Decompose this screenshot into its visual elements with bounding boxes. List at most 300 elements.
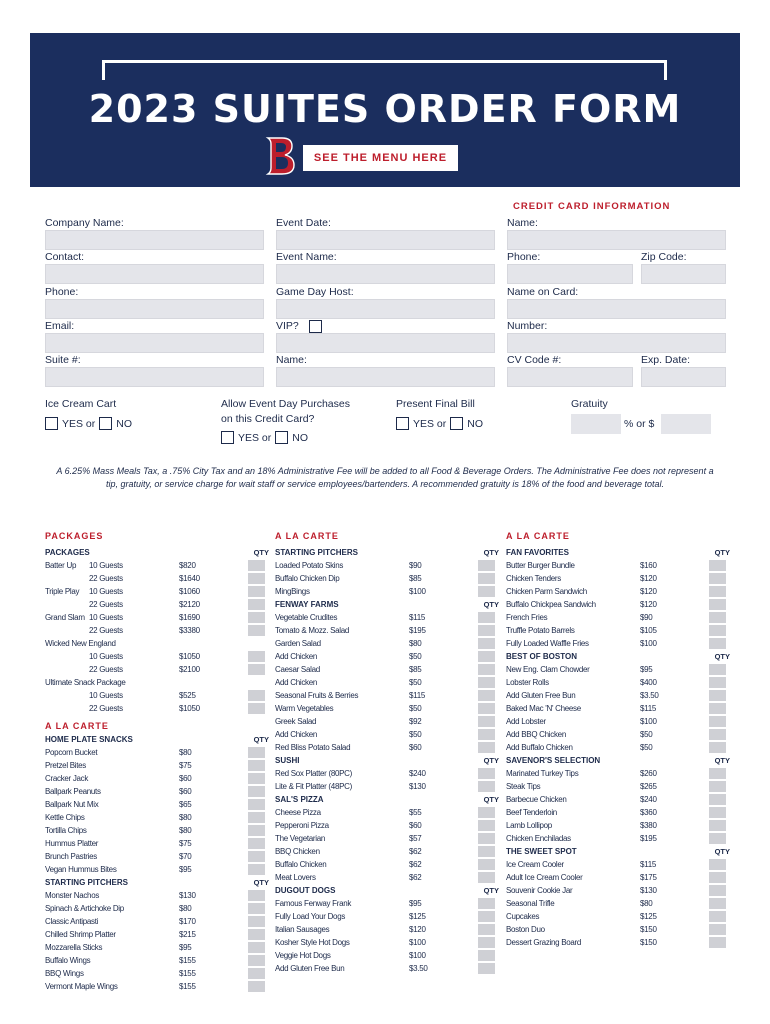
item-guests: 22 Guests bbox=[89, 600, 123, 609]
item-price: $360 bbox=[640, 808, 657, 817]
quantity-input[interactable] bbox=[478, 768, 495, 779]
item-name: Boston Duo bbox=[506, 925, 545, 934]
quantity-input[interactable] bbox=[709, 664, 726, 675]
quantity-input[interactable] bbox=[709, 872, 726, 883]
item-name: Buffalo Wings bbox=[45, 956, 91, 965]
section-title: DUGOUT DOGS bbox=[275, 886, 336, 895]
allow-purchases-no-checkbox[interactable] bbox=[275, 431, 288, 444]
menu-item bbox=[45, 676, 275, 689]
quantity-input[interactable] bbox=[248, 664, 265, 675]
a-la-carte-column-2 bbox=[506, 531, 736, 949]
cv-code-label: CV Code #: bbox=[507, 354, 562, 366]
quantity-input[interactable] bbox=[709, 677, 726, 688]
quantity-input[interactable] bbox=[709, 859, 726, 870]
name-on-card-field[interactable] bbox=[507, 299, 726, 319]
quantity-input[interactable] bbox=[478, 573, 495, 584]
event-date-label: Event Date: bbox=[276, 217, 331, 229]
quantity-input[interactable] bbox=[248, 929, 265, 940]
exp-date-field[interactable] bbox=[641, 367, 726, 387]
menu-item bbox=[275, 780, 505, 793]
menu-item bbox=[45, 798, 275, 811]
quantity-input[interactable] bbox=[248, 625, 265, 636]
game-day-host-field[interactable] bbox=[276, 299, 495, 319]
item-guests: 10 Guests bbox=[89, 613, 123, 622]
suite-field[interactable] bbox=[45, 367, 264, 387]
menu-item bbox=[45, 759, 275, 772]
quantity-input[interactable] bbox=[478, 859, 495, 870]
menu-item bbox=[506, 741, 736, 754]
quantity-input[interactable] bbox=[478, 781, 495, 792]
quantity-input[interactable] bbox=[248, 825, 265, 836]
page-title: 2023 SUITES ORDER FORM bbox=[88, 87, 682, 131]
item-price: $95 bbox=[179, 943, 192, 952]
qty-header: QTY bbox=[253, 878, 269, 887]
column-heading: PACKAGES bbox=[45, 531, 104, 541]
item-price: $380 bbox=[640, 821, 657, 830]
item-price: $115 bbox=[640, 704, 657, 713]
item-name: Ballpark Peanuts bbox=[45, 787, 101, 796]
item-guests: 10 Guests bbox=[89, 691, 123, 700]
item-price: $265 bbox=[640, 782, 657, 791]
suite-label: Suite #: bbox=[45, 354, 81, 366]
item-price: $3380 bbox=[179, 626, 200, 635]
section-title: SUSHI bbox=[275, 756, 300, 765]
cc-name-field[interactable] bbox=[507, 230, 726, 250]
exp-date-label: Exp. Date: bbox=[641, 354, 691, 366]
quantity-input[interactable] bbox=[709, 716, 726, 727]
section-title: STARTING PITCHERS bbox=[45, 878, 128, 887]
section-best-of-boston bbox=[506, 650, 736, 663]
item-price: $125 bbox=[409, 912, 426, 921]
section-title: HOME PLATE SNACKS bbox=[45, 735, 133, 744]
header-banner bbox=[30, 33, 740, 187]
menu-item bbox=[275, 949, 505, 962]
item-name: Tortilla Chips bbox=[45, 826, 87, 835]
yes-or-label: YES or bbox=[413, 417, 447, 430]
quantity-input[interactable] bbox=[478, 872, 495, 883]
item-price: $125 bbox=[640, 912, 657, 921]
item-price: $130 bbox=[409, 782, 426, 791]
item-name: Buffalo Chickpea Sandwich bbox=[506, 600, 596, 609]
red-sox-b-logo-icon bbox=[262, 134, 296, 178]
quantity-input[interactable] bbox=[478, 820, 495, 831]
item-price: $120 bbox=[409, 925, 426, 934]
menu-item bbox=[275, 689, 505, 702]
item-price: $80 bbox=[179, 813, 192, 822]
item-price: $215 bbox=[179, 930, 196, 939]
menu-item bbox=[506, 637, 736, 650]
quantity-input[interactable] bbox=[709, 599, 726, 610]
quantity-input[interactable] bbox=[478, 807, 495, 818]
final-bill-yes-checkbox[interactable] bbox=[396, 417, 409, 430]
menu-item bbox=[506, 910, 736, 923]
item-guests: 10 Guests bbox=[89, 561, 123, 570]
quantity-input[interactable] bbox=[709, 781, 726, 792]
zip-code-label: Zip Code: bbox=[641, 251, 687, 263]
menu-item bbox=[275, 871, 505, 884]
quantity-input[interactable] bbox=[478, 651, 495, 662]
qty-header: QTY bbox=[714, 548, 730, 557]
menu-item bbox=[275, 936, 505, 949]
contact-field[interactable] bbox=[45, 264, 264, 284]
item-price: $175 bbox=[640, 873, 657, 882]
item-price: $115 bbox=[640, 860, 657, 869]
gratuity-percent-field[interactable] bbox=[571, 414, 621, 434]
menu-item bbox=[45, 915, 275, 928]
item-name: Batter Up bbox=[45, 561, 77, 570]
menu-item bbox=[506, 689, 736, 702]
item-price: $60 bbox=[179, 787, 192, 796]
quantity-input[interactable] bbox=[248, 573, 265, 584]
quantity-input[interactable] bbox=[248, 690, 265, 701]
item-price: $195 bbox=[640, 834, 657, 843]
quantity-input[interactable] bbox=[709, 833, 726, 844]
menu-item bbox=[506, 767, 736, 780]
section-title: BEST OF BOSTON bbox=[506, 652, 577, 661]
menu-item bbox=[275, 962, 505, 975]
ice-cream-yes-checkbox[interactable] bbox=[45, 417, 58, 430]
vip-field[interactable] bbox=[276, 333, 495, 353]
item-name: Add Buffalo Chicken bbox=[506, 743, 573, 752]
quantity-input[interactable] bbox=[709, 768, 726, 779]
item-name: Seasonal Fruits & Berries bbox=[275, 691, 359, 700]
menu-item bbox=[506, 871, 736, 884]
quantity-input[interactable] bbox=[709, 898, 726, 909]
quantity-input[interactable] bbox=[248, 903, 265, 914]
item-price: $80 bbox=[179, 748, 192, 757]
percent-or-label: % or $ bbox=[624, 418, 655, 430]
item-price: $105 bbox=[640, 626, 657, 635]
quantity-input[interactable] bbox=[709, 911, 726, 922]
item-guests: 10 Guests bbox=[89, 587, 123, 596]
quantity-input[interactable] bbox=[248, 773, 265, 784]
quantity-input[interactable] bbox=[248, 968, 265, 979]
quantity-input[interactable] bbox=[478, 625, 495, 636]
menu-item bbox=[275, 650, 505, 663]
quantity-input[interactable] bbox=[478, 612, 495, 623]
vip-checkbox[interactable] bbox=[309, 320, 322, 333]
quantity-input[interactable] bbox=[709, 729, 726, 740]
quantity-input[interactable] bbox=[709, 690, 726, 701]
item-price: $95 bbox=[179, 865, 192, 874]
quantity-input[interactable] bbox=[709, 612, 726, 623]
menu-item bbox=[45, 980, 275, 993]
quantity-input[interactable] bbox=[248, 890, 265, 901]
quantity-input[interactable] bbox=[248, 955, 265, 966]
company-name-label: Company Name: bbox=[45, 217, 124, 229]
event-date-field[interactable] bbox=[276, 230, 495, 250]
qty-header: QTY bbox=[483, 886, 499, 895]
item-name: Loaded Potato Skins bbox=[275, 561, 344, 570]
host-name-field[interactable] bbox=[276, 367, 495, 387]
quantity-input[interactable] bbox=[248, 799, 265, 810]
menu-item bbox=[45, 928, 275, 941]
item-name: Add Chicken bbox=[275, 652, 318, 661]
column-heading: A LA CARTE bbox=[275, 531, 339, 541]
qty-header: QTY bbox=[253, 548, 269, 557]
quantity-input[interactable] bbox=[478, 638, 495, 649]
item-price: $80 bbox=[179, 904, 192, 913]
quantity-input[interactable] bbox=[248, 703, 265, 714]
item-price: $195 bbox=[409, 626, 426, 635]
item-name: Marinated Turkey Tips bbox=[506, 769, 579, 778]
quantity-input[interactable] bbox=[709, 807, 726, 818]
menu-item bbox=[45, 650, 275, 663]
quantity-input[interactable] bbox=[478, 950, 495, 961]
item-name: Add Gluten Free Bun bbox=[275, 964, 345, 973]
event-name-field[interactable] bbox=[276, 264, 495, 284]
final-bill-no-checkbox[interactable] bbox=[450, 417, 463, 430]
zip-code-field[interactable] bbox=[641, 264, 726, 284]
item-price: $65 bbox=[179, 800, 192, 809]
quantity-input[interactable] bbox=[248, 599, 265, 610]
quantity-input[interactable] bbox=[478, 664, 495, 675]
email-field[interactable] bbox=[45, 333, 264, 353]
quantity-input[interactable] bbox=[248, 760, 265, 771]
item-name: Brunch Pastries bbox=[45, 852, 97, 861]
cc-phone-label: Phone: bbox=[507, 251, 541, 263]
item-name: Triple Play bbox=[45, 587, 80, 596]
allow-purchases-label-1: Allow Event Day Purchases bbox=[221, 398, 350, 410]
quantity-input[interactable] bbox=[478, 963, 495, 974]
item-name: Kettle Chips bbox=[45, 813, 85, 822]
item-name: Lobster Rolls bbox=[506, 678, 549, 687]
quantity-input[interactable] bbox=[709, 794, 726, 805]
no-label: NO bbox=[292, 431, 309, 444]
item-price: $95 bbox=[409, 899, 422, 908]
item-price: $60 bbox=[409, 743, 422, 752]
menu-item bbox=[275, 585, 505, 598]
quantity-input[interactable] bbox=[478, 742, 495, 753]
item-guests: 10 Guests bbox=[89, 652, 123, 661]
quantity-input[interactable] bbox=[248, 612, 265, 623]
section-title: SAVENOR'S SELECTION bbox=[506, 756, 601, 765]
item-price: $1690 bbox=[179, 613, 200, 622]
item-price: $70 bbox=[179, 852, 192, 861]
item-name: Dessert Grazing Board bbox=[506, 938, 582, 947]
allow-purchases-yes-checkbox[interactable] bbox=[221, 431, 234, 444]
quantity-input[interactable] bbox=[709, 625, 726, 636]
item-name: The Vegetarian bbox=[275, 834, 326, 843]
item-price: $155 bbox=[179, 956, 196, 965]
section-title: THE SWEET SPOT bbox=[506, 847, 577, 856]
cv-code-field[interactable] bbox=[507, 367, 633, 387]
menu-item bbox=[275, 910, 505, 923]
item-name: Italian Sausages bbox=[275, 925, 330, 934]
quantity-input[interactable] bbox=[709, 924, 726, 935]
item-price: $160 bbox=[640, 561, 657, 570]
menu-item bbox=[45, 598, 275, 611]
item-name: Grand Slam bbox=[45, 613, 85, 622]
section-packages bbox=[45, 546, 275, 559]
company-name-field[interactable] bbox=[45, 230, 264, 250]
phone-label: Phone: bbox=[45, 286, 79, 298]
quantity-input[interactable] bbox=[248, 838, 265, 849]
allow-purchases-label-2: on this Credit Card? bbox=[221, 413, 315, 425]
see-menu-button[interactable]: SEE THE MENU HERE bbox=[303, 145, 458, 171]
item-price: $130 bbox=[640, 886, 657, 895]
menu-item bbox=[506, 936, 736, 949]
item-name: Red Bliss Potato Salad bbox=[275, 743, 351, 752]
column-heading: A LA CARTE bbox=[506, 531, 570, 541]
menu-item bbox=[506, 585, 736, 598]
quantity-input[interactable] bbox=[248, 864, 265, 875]
menu-item bbox=[275, 897, 505, 910]
menu-item bbox=[275, 559, 505, 572]
item-guests: 22 Guests bbox=[89, 574, 123, 583]
menu-item bbox=[45, 663, 275, 676]
credit-card-heading: CREDIT CARD INFORMATION bbox=[513, 201, 671, 212]
menu-item bbox=[275, 702, 505, 715]
quantity-input[interactable] bbox=[709, 703, 726, 714]
quantity-input[interactable] bbox=[478, 716, 495, 727]
no-label: NO bbox=[467, 417, 484, 430]
section-the-sweet-spot bbox=[506, 845, 736, 858]
quantity-input[interactable] bbox=[248, 942, 265, 953]
quantity-input[interactable] bbox=[248, 747, 265, 758]
allow-purchases-options bbox=[221, 431, 308, 444]
yes-or-label: YES or bbox=[238, 431, 272, 444]
card-number-field[interactable] bbox=[507, 333, 726, 353]
item-name: Red Sox Platter (80PC) bbox=[275, 769, 352, 778]
menu-item bbox=[275, 806, 505, 819]
menu-item bbox=[506, 702, 736, 715]
menu-item bbox=[275, 819, 505, 832]
item-name: Chicken Enchiladas bbox=[506, 834, 571, 843]
item-price: $80 bbox=[409, 639, 422, 648]
item-name: Chilled Shrimp Platter bbox=[45, 930, 116, 939]
quantity-input[interactable] bbox=[248, 651, 265, 662]
menu-item bbox=[275, 611, 505, 624]
menu-item bbox=[45, 702, 275, 715]
quantity-input[interactable] bbox=[478, 911, 495, 922]
quantity-input[interactable] bbox=[478, 677, 495, 688]
item-price: $50 bbox=[640, 743, 653, 752]
menu-item bbox=[45, 785, 275, 798]
menu-item bbox=[45, 902, 275, 915]
section-fan-favorites bbox=[506, 546, 736, 559]
item-name: Monster Nachos bbox=[45, 891, 100, 900]
item-price: $3.50 bbox=[409, 964, 428, 973]
quantity-input[interactable] bbox=[478, 937, 495, 948]
item-name: Pretzel Bites bbox=[45, 761, 87, 770]
quantity-input[interactable] bbox=[709, 937, 726, 948]
item-name: Ballpark Nut Mix bbox=[45, 800, 99, 809]
item-name: Ice Cream Cooler bbox=[506, 860, 564, 869]
item-price: $100 bbox=[409, 951, 426, 960]
item-name: Add Lobster bbox=[506, 717, 546, 726]
item-name: Famous Fenway Frank bbox=[275, 899, 352, 908]
quantity-input[interactable] bbox=[478, 703, 495, 714]
item-price: $55 bbox=[409, 808, 422, 817]
item-guests: 22 Guests bbox=[89, 704, 123, 713]
a-la-carte-column-1 bbox=[275, 531, 505, 975]
item-name: Cheese Pizza bbox=[275, 808, 321, 817]
qty-header: QTY bbox=[483, 600, 499, 609]
gratuity-dollar-field[interactable] bbox=[661, 414, 711, 434]
item-name: New Eng. Clam Chowder bbox=[506, 665, 590, 674]
phone-field[interactable] bbox=[45, 299, 264, 319]
packages-column bbox=[45, 531, 275, 993]
item-price: $60 bbox=[409, 821, 422, 830]
quantity-input[interactable] bbox=[709, 638, 726, 649]
menu-item bbox=[45, 941, 275, 954]
qty-header: QTY bbox=[714, 847, 730, 856]
item-name: Add BBQ Chicken bbox=[506, 730, 566, 739]
cc-phone-field[interactable] bbox=[507, 264, 633, 284]
tax-disclaimer: A 6.25% Mass Meals Tax, a .75% City Tax and an 18% Administrative Fee will be added to all Food & Beverage Orders. The Administrative Fee does not represent a tip, gratuity, or service charge for wait staff or service employees/bartenders. A recommended gratuity is 18% of the food and beverage total. bbox=[56, 466, 714, 489]
item-price: $150 bbox=[640, 938, 657, 947]
item-name: Cupcakes bbox=[506, 912, 540, 921]
item-price: $820 bbox=[179, 561, 196, 570]
item-price: $50 bbox=[409, 704, 422, 713]
item-guests: 22 Guests bbox=[89, 665, 123, 674]
quantity-input[interactable] bbox=[248, 916, 265, 927]
menu-item bbox=[45, 572, 275, 585]
quantity-input[interactable] bbox=[248, 560, 265, 571]
menu-item bbox=[506, 806, 736, 819]
quantity-input[interactable] bbox=[709, 573, 726, 584]
ice-cream-cart-options bbox=[45, 417, 132, 430]
menu-item bbox=[45, 746, 275, 759]
menu-item bbox=[45, 559, 275, 572]
item-price: $50 bbox=[409, 678, 422, 687]
item-price: $80 bbox=[179, 826, 192, 835]
quantity-input[interactable] bbox=[709, 586, 726, 597]
quantity-input[interactable] bbox=[478, 898, 495, 909]
quantity-input[interactable] bbox=[478, 560, 495, 571]
item-price: $50 bbox=[409, 652, 422, 661]
quantity-input[interactable] bbox=[709, 560, 726, 571]
item-name: Seasonal Trifle bbox=[506, 899, 555, 908]
item-price: $120 bbox=[640, 600, 657, 609]
item-price: $90 bbox=[640, 613, 653, 622]
quantity-input[interactable] bbox=[248, 981, 265, 992]
quantity-input[interactable] bbox=[248, 812, 265, 823]
quantity-input[interactable] bbox=[709, 742, 726, 753]
menu-item bbox=[506, 559, 736, 572]
quantity-input[interactable] bbox=[478, 729, 495, 740]
quantity-input[interactable] bbox=[478, 690, 495, 701]
ice-cream-cart-label: Ice Cream Cart bbox=[45, 398, 117, 410]
quantity-input[interactable] bbox=[248, 851, 265, 862]
qty-header: QTY bbox=[253, 735, 269, 744]
item-name: Garden Salad bbox=[275, 639, 321, 648]
item-price: $170 bbox=[179, 917, 196, 926]
section-sushi bbox=[275, 754, 505, 767]
quantity-input[interactable] bbox=[709, 885, 726, 896]
item-price: $100 bbox=[640, 717, 657, 726]
item-name: Souvenir Cookie Jar bbox=[506, 886, 573, 895]
section-home-plate-snacks bbox=[45, 733, 275, 746]
item-name: Buffalo Chicken bbox=[275, 860, 327, 869]
quantity-input[interactable] bbox=[478, 846, 495, 857]
quantity-input[interactable] bbox=[478, 833, 495, 844]
quantity-input[interactable] bbox=[478, 586, 495, 597]
quantity-input[interactable] bbox=[478, 924, 495, 935]
item-name: Wicked New England bbox=[45, 639, 116, 648]
item-price: $92 bbox=[409, 717, 422, 726]
item-name: Pepperoni Pizza bbox=[275, 821, 329, 830]
quantity-input[interactable] bbox=[248, 586, 265, 597]
item-price: $1050 bbox=[179, 652, 200, 661]
quantity-input[interactable] bbox=[709, 820, 726, 831]
item-price: $60 bbox=[179, 774, 192, 783]
section-title: PACKAGES bbox=[45, 548, 90, 557]
ice-cream-no-checkbox[interactable] bbox=[99, 417, 112, 430]
item-price: $130 bbox=[179, 891, 196, 900]
quantity-input[interactable] bbox=[248, 786, 265, 797]
